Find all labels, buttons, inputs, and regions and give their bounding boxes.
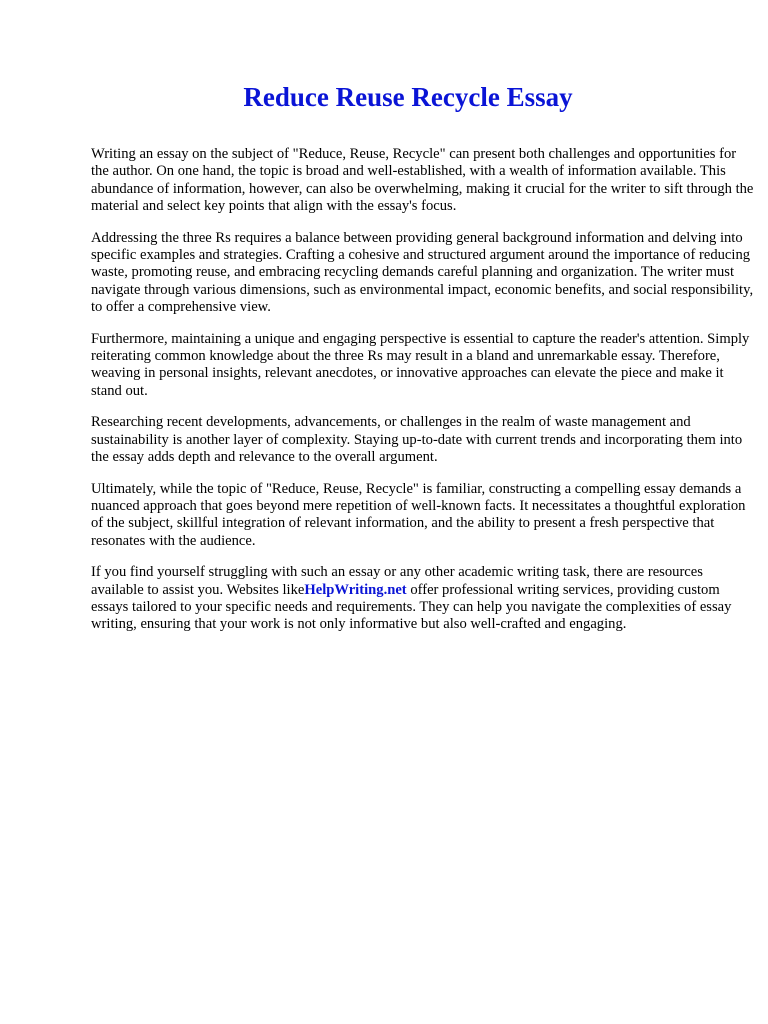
paragraph-2: Addressing the three Rs requires a balance between providing general background information and delving into specific examples and strategies. Crafting a cohesive and structured argument around the importance of reducing waste, promoting reuse, and embracing recycling demands careful planning and organization. The writer must navigate through various dimensions, such as environmental impact, economic benefits, and social responsibility, to offer a comprehensive view. <box>91 229 754 316</box>
paragraph-6-text-before-link: If you find yourself struggling with such an essay or any other academic writing task, there are resources available to assist you. Websites like <box>91 564 703 598</box>
document-body <box>91 146 756 648</box>
paragraph-6 <box>91 564 756 634</box>
document-title: Reduce Reuse Recycle Essay <box>243 82 573 112</box>
paragraph-3: Furthermore, maintaining a unique and engaging perspective is essential to capture the reader's attention. Simply reiterating common knowledge about the three Rs may result in a bland and unremarkable essay. Therefore, weaving in personal insights, relevant anecdotes, or innovative approaches can elevate the piece and make it stand out. <box>91 330 750 399</box>
paragraph-5: Ultimately, while the topic of "Reduce, Reuse, Recycle" is familiar, constructing a compelling essay demands a nuanced approach that goes beyond mere repetition of well-known facts. It necessitates a thoughtful exploration of the subject, skillful integration of relevant information, and the ability to present a fresh perspective that resonates with the audience. <box>91 480 746 549</box>
paragraph-6-text-after-link: offer professional writing services, providing custom essays tailored to your specific needs and requirements. They can help you navigate the complexities of essay writing, ensuring that your work is not only informative but also well-crafted and engaging. <box>91 581 732 633</box>
helpwriting-link[interactable]: HelpWriting.net <box>304 581 407 598</box>
paragraph-1: Writing an essay on the subject of "Reduce, Reuse, Recycle" can present both challenges and opportunities for the author. On one hand, the topic is broad and well-established, with a wealth of information available. This abundance of information, however, can also be overwhelming, making it crucial for the writer to sift through the material and select key points that align with the essay's focus. <box>91 146 754 215</box>
paragraph-4: Researching recent developments, advancements, or challenges in the realm of waste management and sustainability is another layer of complexity. Staying up-to-date with current trends and incorporating them into the essay adds depth and relevance to the overall argument. <box>91 414 743 466</box>
